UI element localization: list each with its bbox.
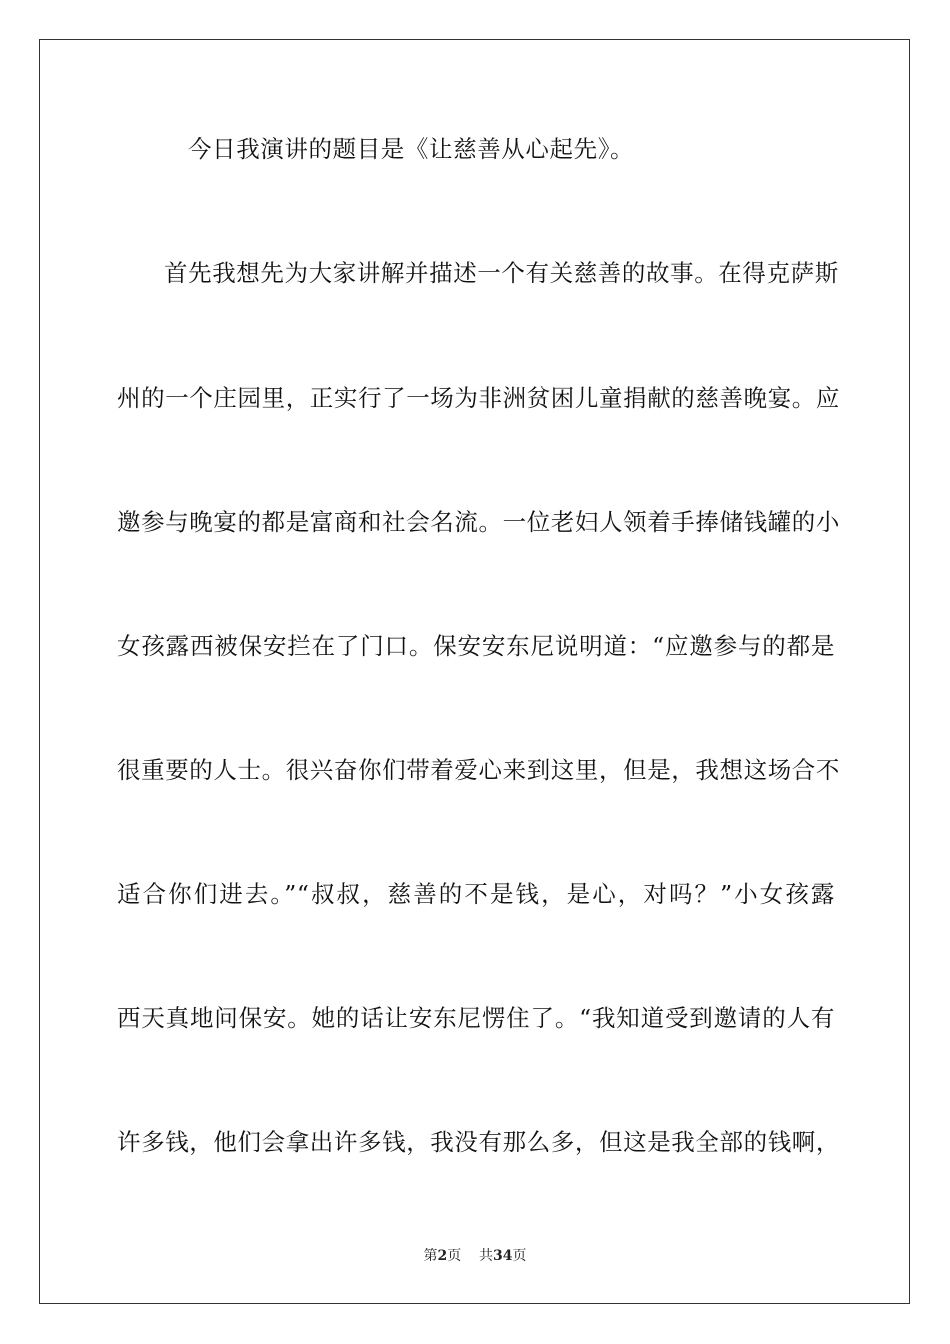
text-line-6: 很重要的人士。很兴奋你们带着爱心来到这里，但是，我想这场合不 <box>117 756 840 784</box>
text-line-1: 今日我演讲的题目是《让慈善从心起先》。 <box>188 135 635 163</box>
text-line-5: 女孩露西被保安拦在了门口。保安安东尼说明道：“应邀参与的都是 <box>117 632 835 660</box>
page-suffix: 页 <box>447 1248 462 1264</box>
page-border <box>39 39 910 1304</box>
text-line-2: 首先我想先为大家讲解并描述一个有关慈善的故事。在得克萨斯 <box>164 259 839 287</box>
text-line-7: 适合你们进去。”“叔叔，慈善的不是钱，是心，对吗？”小女孩露 <box>117 880 835 908</box>
text-line-8: 西天真地问保安。她的话让安东尼愣住了。“我知道受到邀请的人有 <box>117 1004 835 1032</box>
page-footer <box>0 1247 950 1265</box>
text-line-9: 许多钱，他们会拿出许多钱，我没有那么多，但这是我全部的钱啊， <box>117 1128 840 1156</box>
text-line-4: 邀参与晚宴的都是富商和社会名流。一位老妇人领着手捧储钱罐的小 <box>117 508 840 536</box>
text-line-3: 州的一个庄园里，正实行了一场为非洲贫困儿童捐献的慈善晚宴。应 <box>117 384 840 412</box>
total-pages: 34 <box>493 1248 513 1264</box>
page-prefix: 第 <box>423 1248 438 1264</box>
total-prefix: 共 <box>479 1248 494 1264</box>
page-number: 2 <box>437 1248 448 1264</box>
total-suffix: 页 <box>512 1248 527 1264</box>
